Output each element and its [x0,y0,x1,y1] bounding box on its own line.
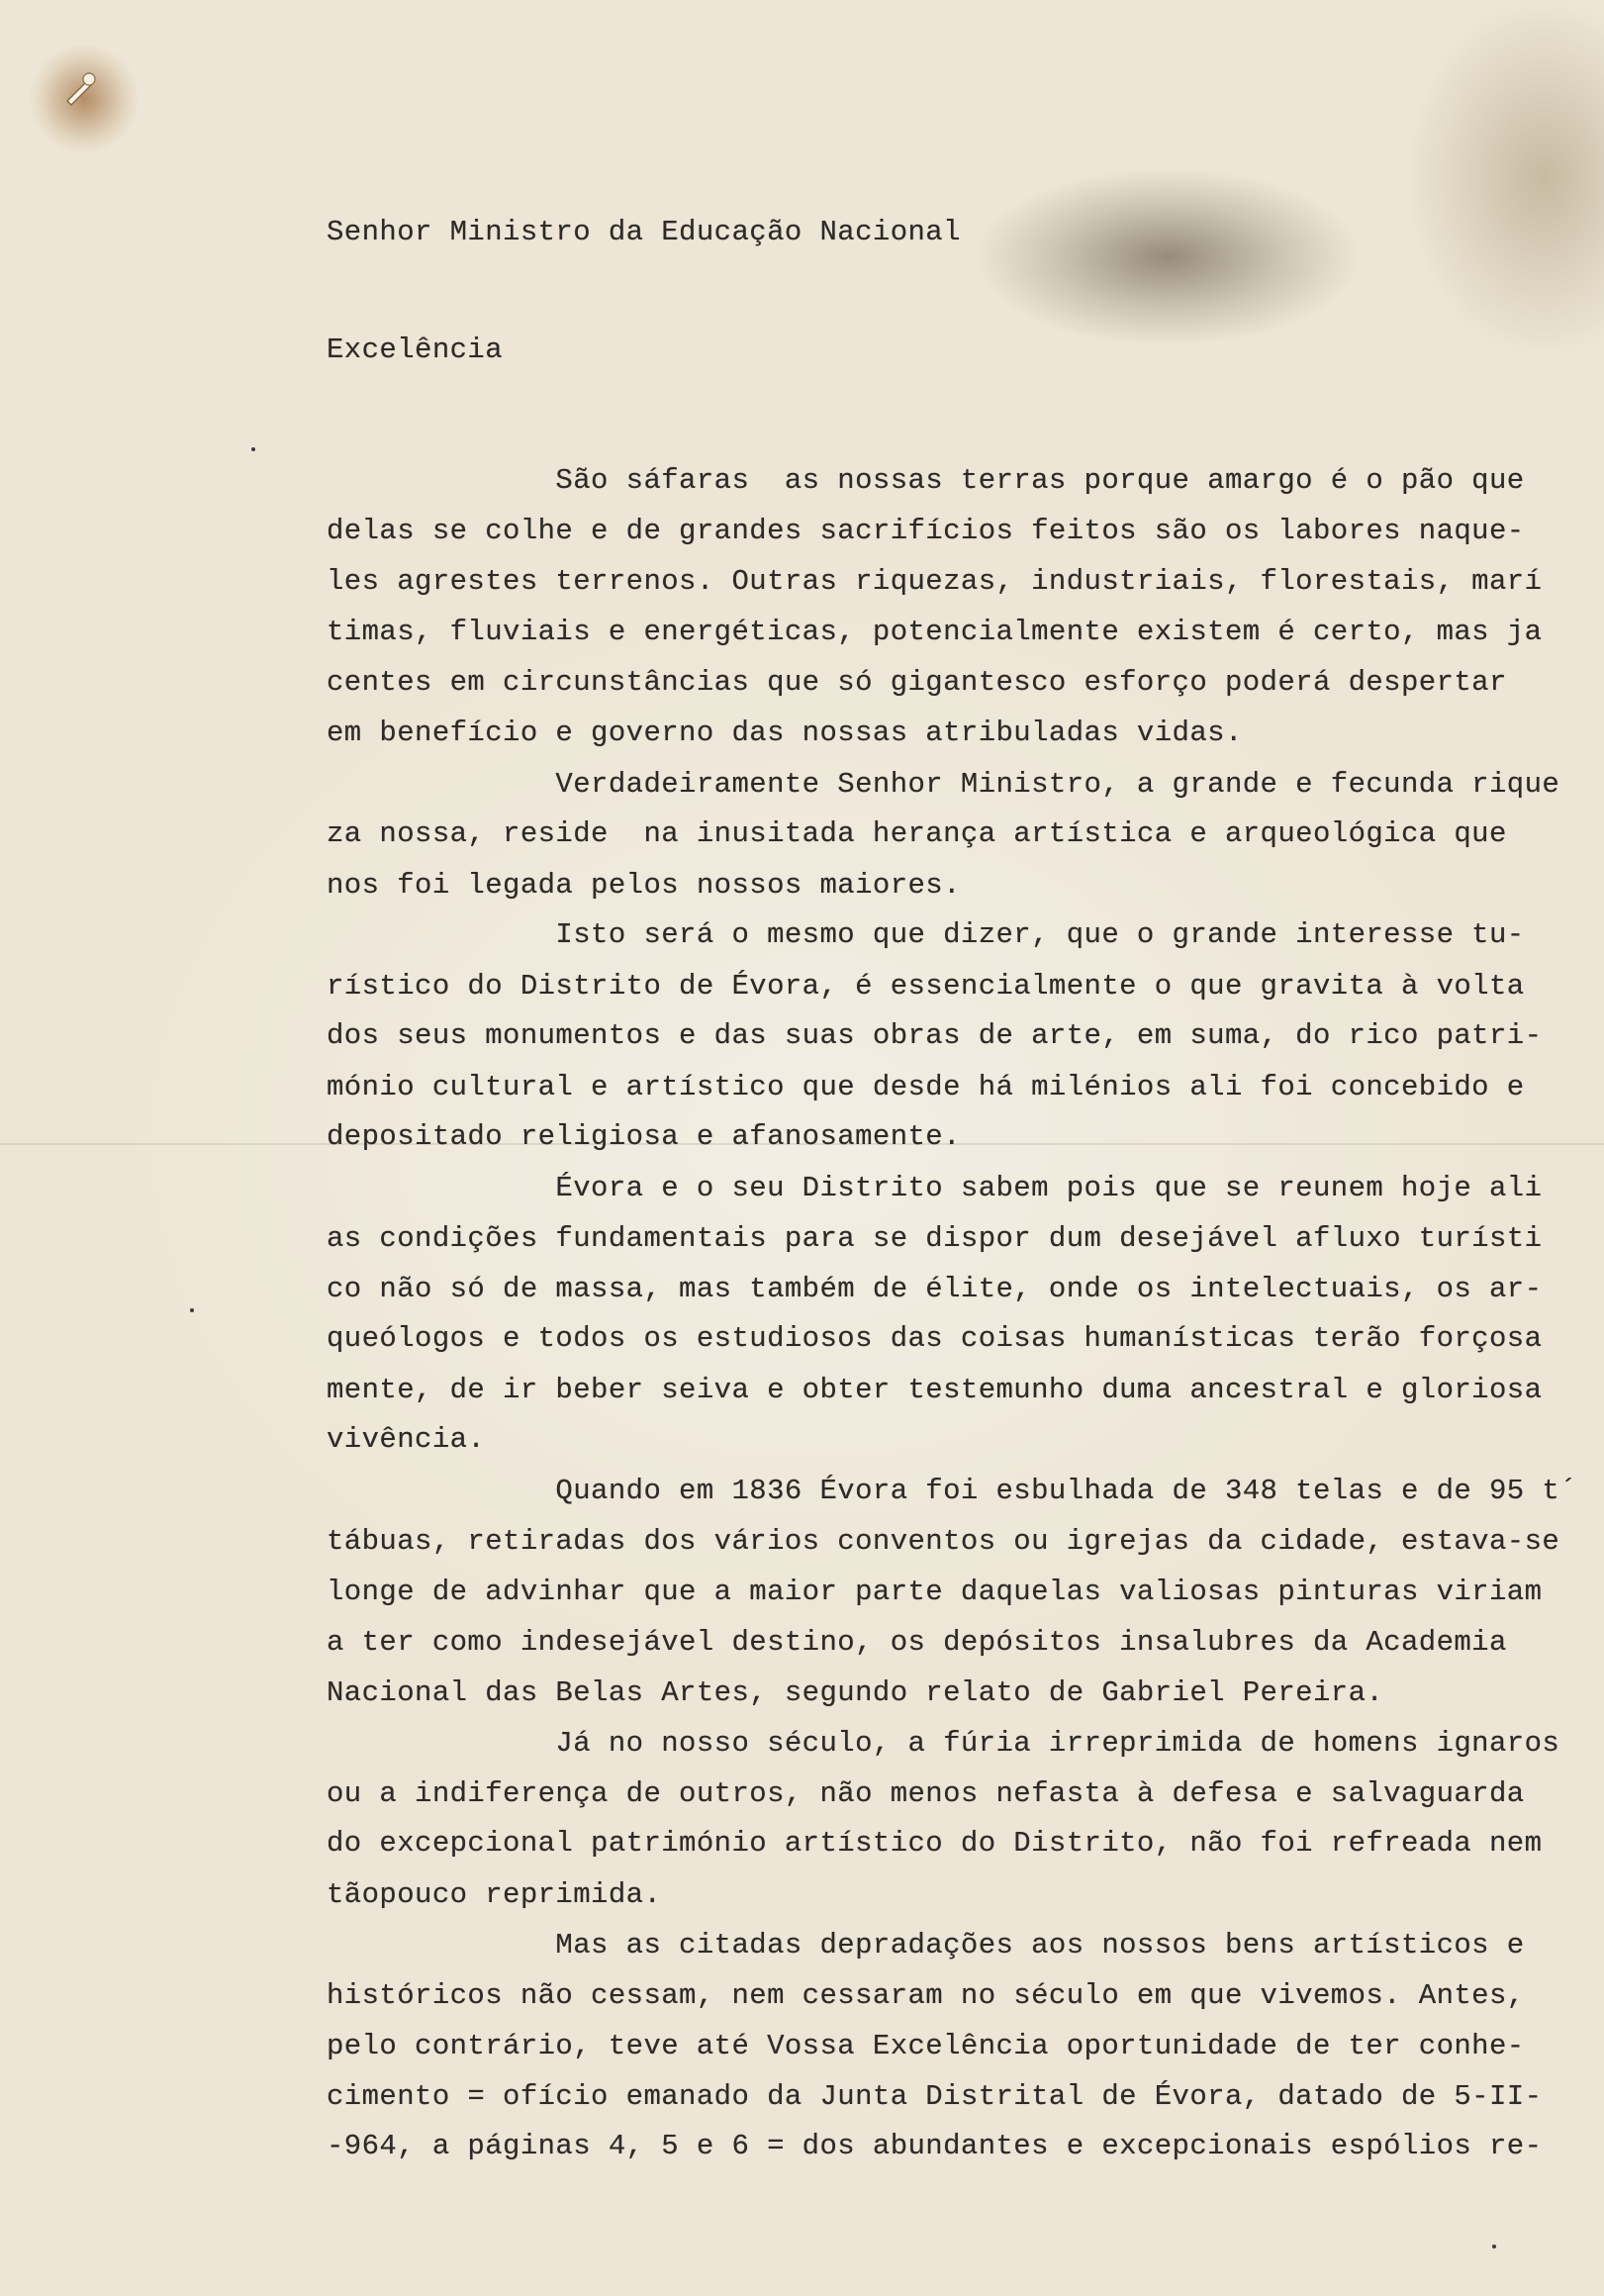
body-line: co não só de massa, mas também de élite, onde os intelectuais, os ar- [327,1273,1543,1305]
ink-speck [1492,2245,1496,2248]
body-line: São sáfaras as nossas terras porque amargo é o pão que [327,464,1525,497]
body-line: les agrestes terrenos. Outras riquezas, industriais, florestais, marí [327,565,1543,598]
body-line: depositado religiosa e afanosamente. [327,1120,961,1153]
body-line: Isto será o mesmo que dizer, que o grande interesse tu- [327,918,1525,951]
body-line: longe de advinhar que a maior parte daquelas valiosas pinturas viriam [327,1576,1543,1608]
body-line: nos foi legada pelos nossos maiores. [327,869,961,902]
ink-speck [251,447,255,451]
body-line: as condições fundamentais para se dispor dum desejável afluxo turísti [327,1222,1543,1255]
salutation-line: Excelência [327,334,504,366]
body-line: cimento = ofício emanado da Junta Distrital de Évora, datado de 5-II- [327,2080,1543,2113]
body-line: Évora e o seu Distrito sabem pois que se reunem hoje ali [327,1172,1543,1204]
body-line: Já no nosso século, a fúria irreprimida de homens ignaros [327,1727,1560,1760]
body-line: Mas as citadas depradações aos nossos bens artísticos e [327,1929,1525,1961]
body-line: rístico do Distrito de Évora, é essencialmente o que gravita à volta [327,970,1525,1003]
body-line: a ter como indesejável destino, os depósitos insalubres da Academia [327,1626,1507,1659]
body-line: ou a indiferença de outros, não menos nefasta à defesa e salvaguarda [327,1777,1525,1810]
body-line: delas se colhe e de grandes sacrifícios feitos são os labores naque- [327,515,1525,547]
body-line: em benefício e governo das nossas atribuladas vidas. [327,717,1243,749]
body-line: tãopouco reprimida. [327,1878,662,1911]
body-line: za nossa, reside na inusitada herança artística e arqueológica que [327,817,1507,850]
body-line: históricos não cessam, nem cessaram no século em que vivemos. Antes, [327,1979,1525,2012]
pin-hole-icon [59,69,99,109]
body-line: timas, fluviais e energéticas, potencialmente existem é certo, mas ja [327,616,1543,648]
body-line: do excepcional património artístico do Distrito, não foi refreada nem [327,1827,1543,1860]
body-line: mónio cultural e artístico que desde há milénios ali foi concebido e [327,1071,1525,1103]
ink-speck [190,1308,194,1312]
body-line: vivência. [327,1423,486,1456]
body-line: pelo contrário, teve até Vossa Excelência oportunidade de ter conhe- [327,2030,1525,2062]
body-line: Verdadeiramente Senhor Ministro, a grande e fecunda rique [327,768,1560,801]
body-line: queólogos e todos os estudiosos das coisas humanísticas terão forçosa [327,1322,1543,1355]
addressee-line: Senhor Ministro da Educação Nacional [327,216,961,248]
body-line: tábuas, retiradas dos vários conventos ou igrejas da cidade, estava-se [327,1525,1560,1558]
body-line: mente, de ir beber seiva e obter testemunho duma ancestral e gloriosa [327,1374,1543,1406]
body-line: -964, a páginas 4, 5 e 6 = dos abundantes e excepcionais espólios re- [327,2130,1543,2162]
body-line: Quando em 1836 Évora foi esbulhada de 348 telas e de 95 t´ [327,1475,1578,1507]
body-line: Nacional das Belas Artes, segundo relato de Gabriel Pereira. [327,1676,1384,1709]
body-line: dos seus monumentos e das suas obras de arte, em suma, do rico patri- [327,1019,1543,1052]
body-line: centes em circunstâncias que só gigantesco esforço poderá despertar [327,666,1507,699]
